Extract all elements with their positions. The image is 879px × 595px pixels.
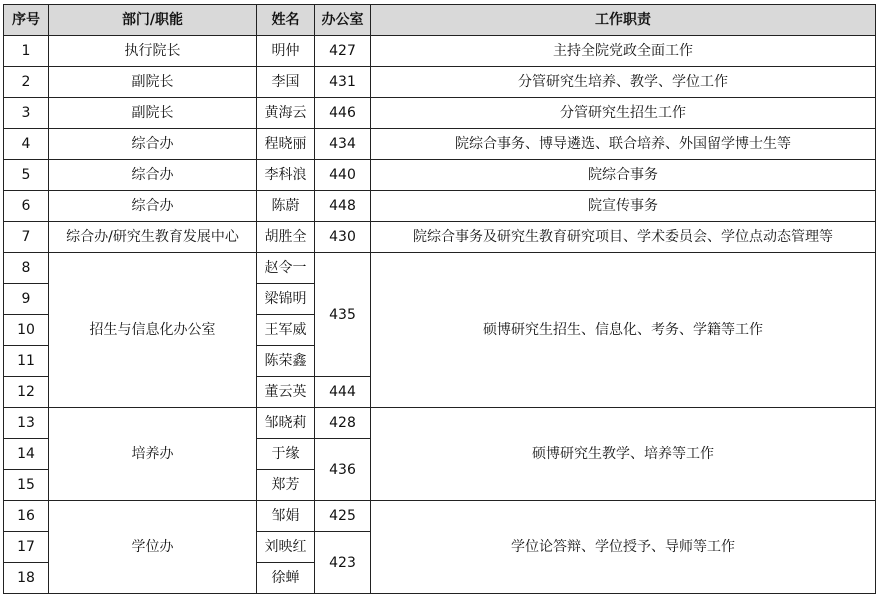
cell-duty: 院综合事务、博导遴选、联合培养、外国留学博士生等	[371, 129, 876, 160]
cell-duty: 院宣传事务	[371, 191, 876, 222]
cell-name: 黄海云	[257, 98, 315, 129]
cell-department-training: 培养办	[49, 408, 257, 501]
cell-name: 邹娟	[257, 501, 315, 532]
cell-name: 李国	[257, 67, 315, 98]
cell-name: 李科浪	[257, 160, 315, 191]
table-row	[4, 408, 876, 439]
header-department: 部门/职能	[49, 5, 257, 36]
table-row	[4, 36, 876, 67]
cell-index: 15	[4, 470, 49, 501]
staff-roster-table	[3, 4, 876, 594]
cell-department: 综合办	[49, 160, 257, 191]
cell-index: 12	[4, 377, 49, 408]
cell-index: 4	[4, 129, 49, 160]
table-row	[4, 98, 876, 129]
cell-name: 邹晓莉	[257, 408, 315, 439]
cell-department: 综合办	[49, 129, 257, 160]
cell-department-admissions: 招生与信息化办公室	[49, 253, 257, 408]
cell-department: 综合办	[49, 191, 257, 222]
table-row	[4, 191, 876, 222]
cell-index: 7	[4, 222, 49, 253]
cell-index: 5	[4, 160, 49, 191]
cell-office: 446	[315, 98, 371, 129]
table-row	[4, 253, 876, 284]
cell-index: 1	[4, 36, 49, 67]
cell-office: 440	[315, 160, 371, 191]
cell-name: 徐蝉	[257, 563, 315, 594]
cell-department: 综合办/研究生教育发展中心	[49, 222, 257, 253]
cell-duty: 院综合事务及研究生教育研究项目、学术委员会、学位点动态管理等	[371, 222, 876, 253]
cell-name: 陈蔚	[257, 191, 315, 222]
cell-name: 董云英	[257, 377, 315, 408]
cell-department: 副院长	[49, 67, 257, 98]
cell-name: 于缘	[257, 439, 315, 470]
cell-index: 14	[4, 439, 49, 470]
cell-index: 17	[4, 532, 49, 563]
cell-department: 执行院长	[49, 36, 257, 67]
cell-name: 程晓丽	[257, 129, 315, 160]
cell-duty: 分管研究生培养、教学、学位工作	[371, 67, 876, 98]
cell-index: 2	[4, 67, 49, 98]
cell-duty-training: 硕博研究生教学、培养等工作	[371, 408, 876, 501]
header-index: 序号	[4, 5, 49, 36]
header-row	[4, 5, 876, 36]
cell-office-training-b: 436	[315, 439, 371, 501]
cell-office-degree-a: 425	[315, 501, 371, 532]
cell-office: 434	[315, 129, 371, 160]
cell-name: 王军威	[257, 315, 315, 346]
cell-index: 16	[4, 501, 49, 532]
cell-duty: 分管研究生招生工作	[371, 98, 876, 129]
cell-office-admissions-a: 435	[315, 253, 371, 377]
cell-office-training-a: 428	[315, 408, 371, 439]
cell-name: 郑芳	[257, 470, 315, 501]
cell-duty: 主持全院党政全面工作	[371, 36, 876, 67]
cell-office: 431	[315, 67, 371, 98]
cell-duty-admissions: 硕博研究生招生、信息化、考务、学籍等工作	[371, 253, 876, 408]
cell-department: 副院长	[49, 98, 257, 129]
header-duty: 工作职责	[371, 5, 876, 36]
cell-index: 10	[4, 315, 49, 346]
cell-office: 448	[315, 191, 371, 222]
table-row	[4, 67, 876, 98]
cell-index: 3	[4, 98, 49, 129]
cell-name: 胡胜全	[257, 222, 315, 253]
table-row	[4, 222, 876, 253]
cell-index: 13	[4, 408, 49, 439]
cell-name: 刘映红	[257, 532, 315, 563]
cell-name: 陈荣鑫	[257, 346, 315, 377]
cell-index: 18	[4, 563, 49, 594]
table-row	[4, 129, 876, 160]
cell-duty-degree: 学位论答辩、学位授予、导师等工作	[371, 501, 876, 594]
cell-office: 430	[315, 222, 371, 253]
cell-index: 11	[4, 346, 49, 377]
cell-index: 8	[4, 253, 49, 284]
cell-office-admissions-b: 444	[315, 377, 371, 408]
cell-duty: 院综合事务	[371, 160, 876, 191]
cell-name: 梁锦明	[257, 284, 315, 315]
table-row	[4, 160, 876, 191]
cell-index: 9	[4, 284, 49, 315]
header-name: 姓名	[257, 5, 315, 36]
cell-name: 赵令一	[257, 253, 315, 284]
cell-name: 明仲	[257, 36, 315, 67]
table-row	[4, 501, 876, 532]
cell-office-degree-b: 423	[315, 532, 371, 594]
cell-department-degree: 学位办	[49, 501, 257, 594]
cell-index: 6	[4, 191, 49, 222]
header-office: 办公室	[315, 5, 371, 36]
cell-office: 427	[315, 36, 371, 67]
